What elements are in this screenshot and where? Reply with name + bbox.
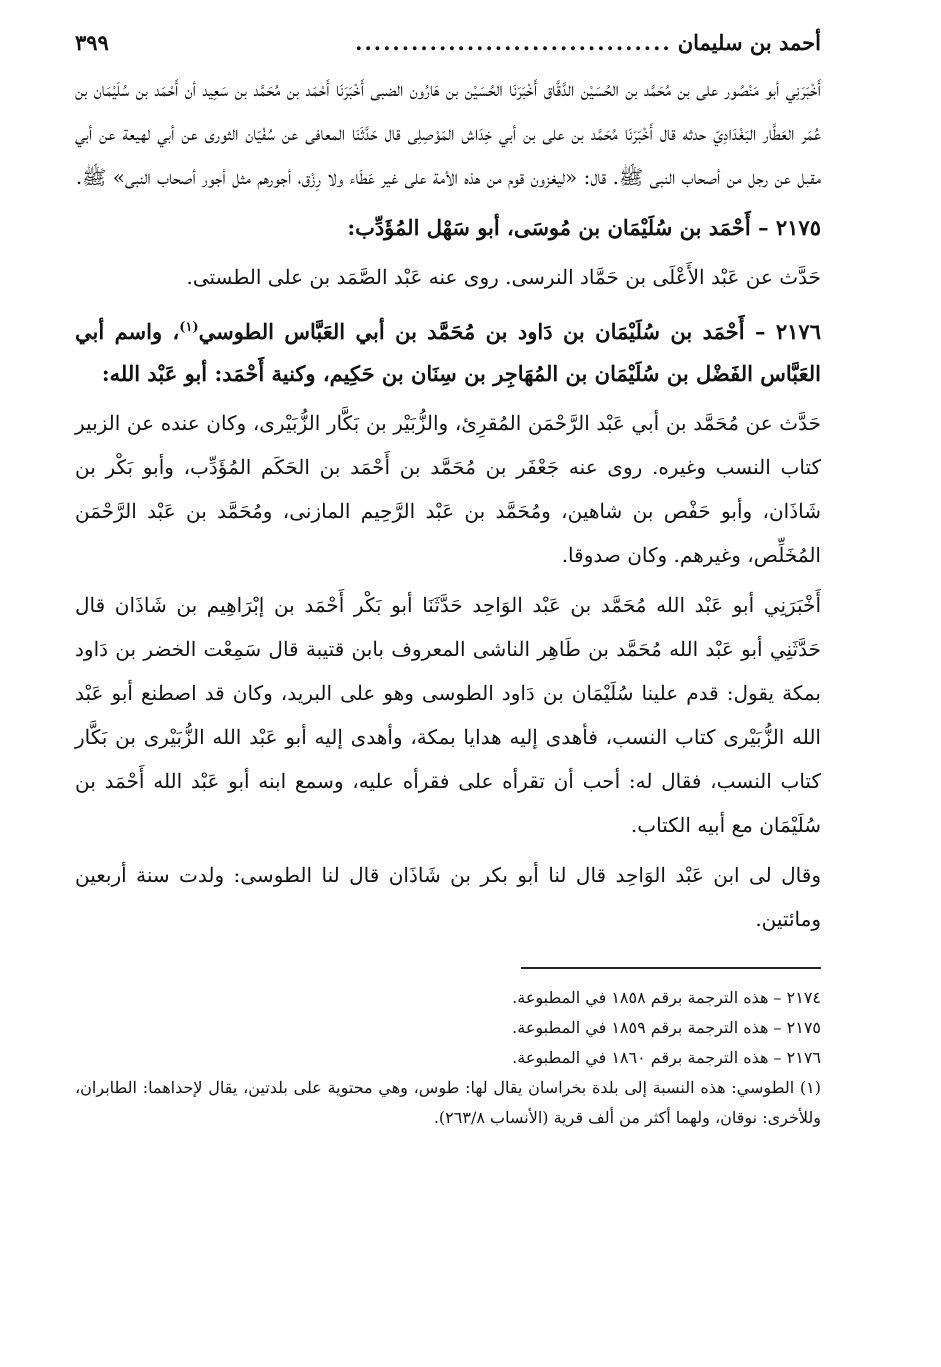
entry-2176-birth: وقال لى ابن عَبْد الوَاحِد قال لنا أبو بكر بن شَاذَان قال لنا الطوسى: ولدت سنة أربعين ومائتين. — [75, 863, 821, 931]
footnote-separator — [521, 967, 821, 969]
entry-2176-narration: أَخْبَرَنِي أبو عَبْد الله مُحَمَّد بن عَبْد الوَاحِد حَدَّثَنَا أبو بَكْر أَحْمَد بن إبْرَاهِيم بن شَاذَان قال حَدَّثَنِي أبو عَبْد الله مُحَمَّد بن طَاهِر الناشى المعروف بابن قتيبة قال سَمِعْت الخضر بن دَاود بمكة يقول: قدم علينا سُلَيْمَان بن دَاود الطوسى وهو على البريد، وكان قد اصطنع أبو عَبْد الله الزُّبَيْرى كتاب النسب، فأهدى إليه هدايا بمكة، وأهدى إليه أبو عَبْد الله الزُّبَيْرى بن بَكَّار كتاب النسب، فقال له: أحب أن تقرأه على فقرأه عليه، وسمع ابنه أبو عَبْد الله أَحْمَد بن سُلَيْمَان مع أبيه الكتاب. — [75, 593, 821, 837]
header-title: أحمد بن سليمان — [677, 30, 821, 55]
entry-2176-heading-main: ٢١٧٦ – أَحْمَد بن سُلَيْمَان بن دَاود بن مُحَمَّد بن أبي العَبَّاس الطوسي — [198, 319, 821, 344]
footnote-ref-1: (١) — [179, 320, 199, 335]
entry-2174-text: أَخْبَرَنِي أبو مَنْصُور على بن مُحَمَّد بن الحُسَيْن الدَّقَّاق أَخْبَرَنَا الحُسَيْن بن هَارُون الضبى أَخْبَرَنَا أَحْمَد بن مُحَمَّد بن سَعِيد أن أَحْمَد بن سُلَيْمَان بن عُمَر العَطَّار البَغْدَادِيّ حدثه قال أَخْبَرَنَا مُحَمَّد بن على بن أبي خِدَاش المَوْصِلِى قال حَدَّثَنَا المعافى عن سُفْيَان الثورى عن أبي لهيعة عن أبي مقبل عن رجل من أصحاب النبى ﷺ. قال: «ليغزون قوم من هذه الأمة على غير عَطَاء ولا رِزْق، أجورهم مثل أجور أصحاب النبى» ﷺ. — [75, 77, 821, 189]
page-number: ٣٩٩ — [75, 30, 109, 55]
footnote-1-tusi: (١) الطوسي: هذه النسبة إلى بلدة بخراسان يقال لها: طوس، وهي محتوية على بلدتين، يقال لإحداهما: الطابران، وللأخرى: نوقان، ولهما أكثر من ألف قرية (الأنساب ٢٦٣/٨). — [75, 1078, 821, 1127]
header-dot-leader: .................................. — [355, 30, 672, 55]
entry-2175-text: حَدَّث عن عَبْد الأَعْلَى بن حَمَّاد النرسى. روى عنه عَبْد الصَّمَد بن على الطستى. — [186, 265, 821, 289]
entry-2176-heading-cont: ، واسم أبي العَبَّاس الفَضْل بن سُلَيْمَان بن المُهَاجِر بن سِنَان بن حَكِيم، وكنية أَحْمَد: أبو عَبْد الله: — [75, 319, 821, 386]
entry-2175-heading: ٢١٧٥ – أَحْمَد بن سُلَيْمَان بن مُوسَى، أبو سَهْل المُؤَدِّب: — [347, 215, 821, 240]
footnote-2176: ٢١٧٦ – هذه الترجمة برقم ١٨٦٠ في المطبوعة. — [512, 1048, 821, 1067]
footnote-2175: ٢١٧٥ – هذه الترجمة برقم ١٨٥٩ في المطبوعة. — [512, 1018, 821, 1037]
running-header — [75, 30, 821, 55]
footnotes — [75, 983, 821, 1133]
footnote-2174: ٢١٧٤ – هذه الترجمة برقم ١٨٥٨ في المطبوعة. — [512, 988, 821, 1007]
entry-2176-heading — [75, 307, 821, 395]
entry-2176-bio: حَدَّث عن مُحَمَّد بن أبي عَبْد الرَّحْمَن المُقرِئ، والزُّبَيْر بن بَكَّار الزُّبَيْرى، وكان عنده عن الزبير كتاب النسب وغيره. روى عنه جَعْفَر بن مُحَمَّد بن أَحْمَد بن الحَكَم المُؤَدِّب، وأبو بَكْر بن شَاذَان، وأبو حَفْص بن شاهين، ومُحَمَّد بن عَبْد الرَّحِيم المازنى، ومُحَمَّد بن عَبْد الرَّحْمَن المُخَلِّص، وغيرهم. وكان صدوقا. — [75, 411, 822, 567]
